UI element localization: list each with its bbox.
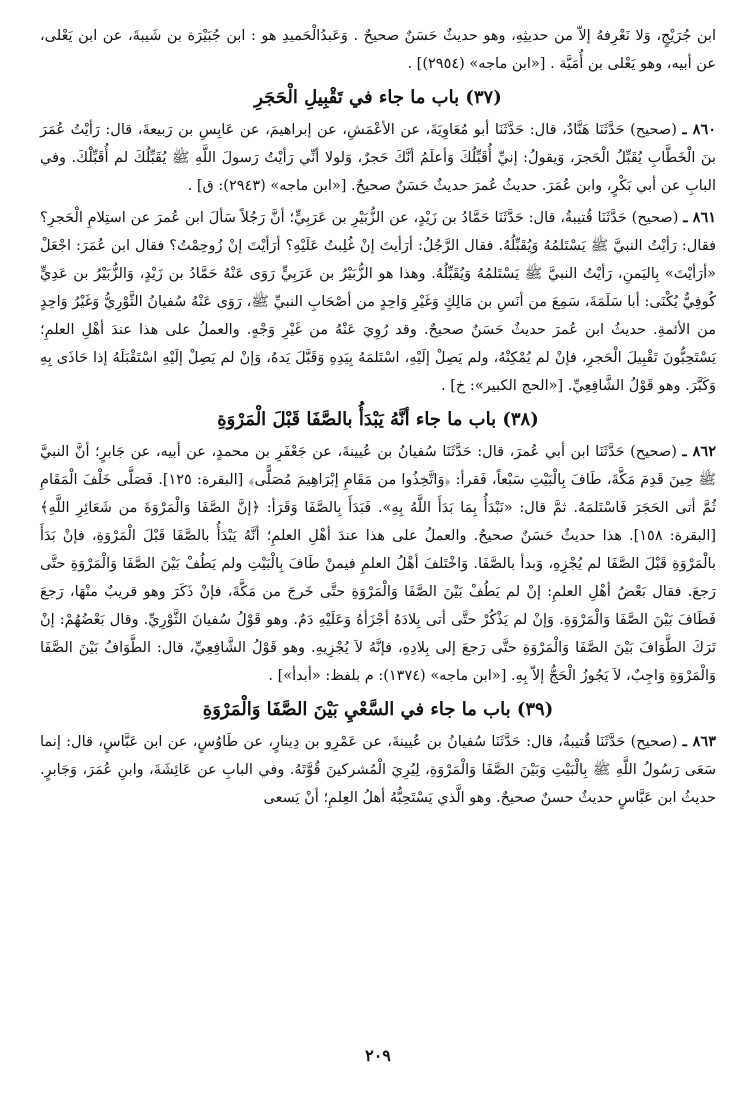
hadith-863-text: (صحيح) حَدَّثَنَا قُتيبةُ، قال: حَدَّثَنَا سُفيانُ بن عُيينةَ، عن عَمْرِو بن دِينارٍ، عن طَاوُسٍ، عن ابن عَبَّاسٍ، قال: إنما سَعَى رَسُولُ اللَّهِ ﷺ بِالْبَيْتِ وَبَيْنَ الصَّفَا وَالْمَرْوَةِ، لِيُرِيَ الْمُشركينَ قُوَّتَهُ. وفي البابِ عن عَائِشَةَ، وابنِ عُمَرَ، وَجَابرٍ. حديثُ ابن عَبَّاسٍ حديثٌ حسنٌ صحيحٌ. وهو الَّذي يَسْتَحِبُّهُ أهلُ العِلمِ؛ أنْ يَسعى [40, 734, 716, 806]
hadith-861-number: ٨٦١ ـ [683, 209, 717, 226]
hadith-860 [40, 116, 716, 200]
intro-text: ابن جُرَيْجٍ، وَلا نَعْرِفهُ إلاّ من حديثِهِ، وهو حديثٌ حَسَنٌ صحيحٌ . وَعَبدُالْحَميدِ هو : ابن جُبَيْرَة بن شَيبةَ، عن ابن يَعْلى، عن أبيه، وهو يَعْلى بن أُمَيَّة . [«ابن ماجه» (٢٩٥٤)] . [40, 28, 716, 72]
hadith-862-text: (صحيح) حَدَّثَنَا ابن أبي عُمرَ، قال: حَدَّثَنَا سُفيانُ بن عُيينةَ، عن جَعْفَرِ بن محمدٍ، عن أبيه، عن جَابرٍ؛ أنَّ النبيَّ ﷺ حِينَ قَدِمَ مَكَّةَ، طَافَ بِالْبَيْتِ سَبْعاً، فَقرأ: ﴿وَاتَّخِذُوا من مَقَامِ إبْرَاهِيمَ مُصَلًّى﴾ [البقرة: ١٢٥]. فَصَلَّى خَلْفَ الْمَقَامِ ثُمَّ أتى الحَجَرَ فَاسْتَلمَهُ. ثمَّ قال: «نَبْدَأُ بِمَا بَدَأَ اللَّهُ بِهِ». فَبَدَأَ بِالصَّفَا وَقَرَأ: ﴿إنَّ الصَّفَا وَالْمَرْوَةَ من شَعَائِرِ اللَّهِ﴾ [البقرة: ١٥٨]. هذا حديثٌ حَسَنٌ صحيحٌ. والعملُ على هذا عندَ أهْلِ العلمِ؛ أنَّهُ يَبْدَأُ بالصَّفَا قَبْلَ الْمَرْوَةِ، فإنْ بَدَأَ بالْمَرْوَةِ قَبْلَ الصَّفَا لم يُجْزِهِ، وَبدأ بالصَّفَا. وَاخْتَلفَ أهْلُ العلمِ فيمنْ طَافَ بِالْبَيْتِ ولم يَطُفْ بَيْنَ الصَّفَا وَالْمَرْوَةِ حتَّى رَجعَ. فقال بَعْضُ أهْلِ العلمِ: إنْ لم يَطُفْ بَيْنَ الصَّفَا وَالْمَرْوَةِ حتَّى خَرجَ من مَكَّةَ، فإنْ ذَكَرَ وهو قريبٌ منْهَا، رَجعَ فَطَافَ بَيْنَ الصَّفَا وَالْمَرْوَةِ. وَإنْ لم يَذْكُرْ حتَّى أتى بِلادَهُ أجْزَأهُ وَعَلَيْهِ دَمٌ. وهو قَوْلُ سُفيانَ الثَّوْرِيِّ. وقال بَعْضُهُمْ: إنْ تَرَكَ الطَّوَافَ بَيْنَ الصَّفَا وَالْمَرْوَةِ حتَّى رَجعَ إلى بِلادِهِ، فإنَّهُ لاَ يُجْزِيهِ. وهو قَوْلُ الشَّافِعِيِّ، قال: الطَّوَافُ بَيْنَ الصَّفَا وَالْمَرْوَةِ وَاجِبٌ، لاَ يَجُوزُ الْحَجُّ إلاّ بِهِ. [«ابن ماجه» (١٣٧٤): م بلفظ: «أبدأ»] . [40, 444, 716, 684]
hadith-860-number: ٨٦٠ ـ [682, 121, 717, 138]
page-number: ٢٠٩ [365, 1046, 391, 1065]
hadith-861 [40, 204, 716, 400]
hadith-863 [40, 728, 716, 812]
hadith-862 [40, 438, 716, 690]
intro-paragraph [40, 22, 716, 78]
hadith-863-number: ٨٦٣ ـ [682, 733, 717, 750]
chapter-38-heading: (٣٨) باب ما جاء أنَّهُ يَبْدَأُ بالصَّفَا قَبْلَ الْمَرْوَةِ [217, 409, 539, 430]
hadith-862-number: ٨٦٢ ـ [682, 443, 717, 460]
hadith-861-text: (صحيح) حَدَّثَنَا قُتيبةُ، قال: حَدَّثَنَا حَمَّادُ بن زَيْدٍ، عن الزُّبَيْرِ بن عَرَبِيٍّ؛ أنَّ رَجُلاً سَألَ ابن عُمرَ عن استِلامِ الْحَجرِ؟ فقال: رَأيْتُ النبيَّ ﷺ يَسْتَلمُهُ وَيُقَبِّلُهُ. فقال الرَّجُلُ: أرَأيتَ إنْ غُلِبتُ عَلَيْهِ؟ أرَأيْتَ إنْ زُوحِمْتُ؟ فقال ابن عُمَرَ: اجْعَلْ «أرَأيْتَ» بِاليَمنِ، رَأيْتُ النبيَّ ﷺ يَسْتَلمُهُ وَيُقَبِّلُهُ. وهذا هو الزُّبَيْرُ بن عَرَبِيٍّ رَوَى عَنْهُ حَمَّادُ بن زَيْدٍ، وَالزُّبَيْرُ بن عَدِيٍّ كُوفِيٌّ يُكْنَى: أبا سَلَمَةَ، سَمِعَ من أنَسِ بن مَالِكٍ وَغَيْرِ وَاحِدٍ من أصْحَابِ النبيِّ ﷺ، رَوَى عَنْهُ سُفيانُ الثَّوْرِيُّ وَغَيْرُ وَاحِدٍ من الأئمةِ. حديثُ ابن عُمرَ حديثٌ حَسَنٌ صحيحٌ. وقد رُوِيَ عَنْهُ من غَيْرِ وَجْهٍ. والعملُ على هذا عندَ أهْلِ العلمِ؛ يَسْتَحِبُّونَ تَقْبِيلَ الْحَجرِ، فإنْ لم يُمْكِنْهُ، ولم يَصِلْ إلَيْهِ، اسْتَلمَهُ بِيَدِهِ وَقَبَّلَ يَدهُ، وَإنْ لم يَصِلْ إلَيْهِ اسْتَقْبَلَهُ إذا حَاذَى بِهِ وَكَبَّرَ. وهو قَوْلُ الشَّافِعِيِّ. [«الحج الكبير»: خ] . [40, 210, 716, 394]
chapter-37-heading: (٣٧) باب ما جاء في تَقْبِيلِ الْحَجَرِ [254, 87, 502, 108]
chapter-39-heading: (٣٩) باب ما جاء في السَّعْيِ بَيْنَ الصَّفَا وَالْمَرْوَةِ [202, 699, 554, 720]
hadith-860-text: (صحيح) حَدَّثَنَا هَنَّادٌ، قال: حَدَّثَنَا أبو مُعَاوِيَةَ، عن الأعْمَشِ، عن إبراهيمَ، عن عَابِسِ بن رَبيعةَ، قال: رَأيْتُ عُمَرَ بنَ الْخَطَّابِ يُقَبِّلُ الْحَجرَ، وَيقولُ: إنيِّ أُقَبِّلُكَ وَأعلَمُ أنَّكَ حَجرٌ، وَلولا أنِّي رَأيْتُ رَسولَ اللَّهِ ﷺ يُقَبِّلُكَ لم أُقَبِّلْكَ. وفي البابِ عن أبي بَكْرٍ، وابن عُمَرَ. حديثُ عُمرَ حديثٌ حَسَنٌ صحيحٌ. [«ابن ماجه» (٢٩٤٣): ق] . [40, 122, 716, 194]
